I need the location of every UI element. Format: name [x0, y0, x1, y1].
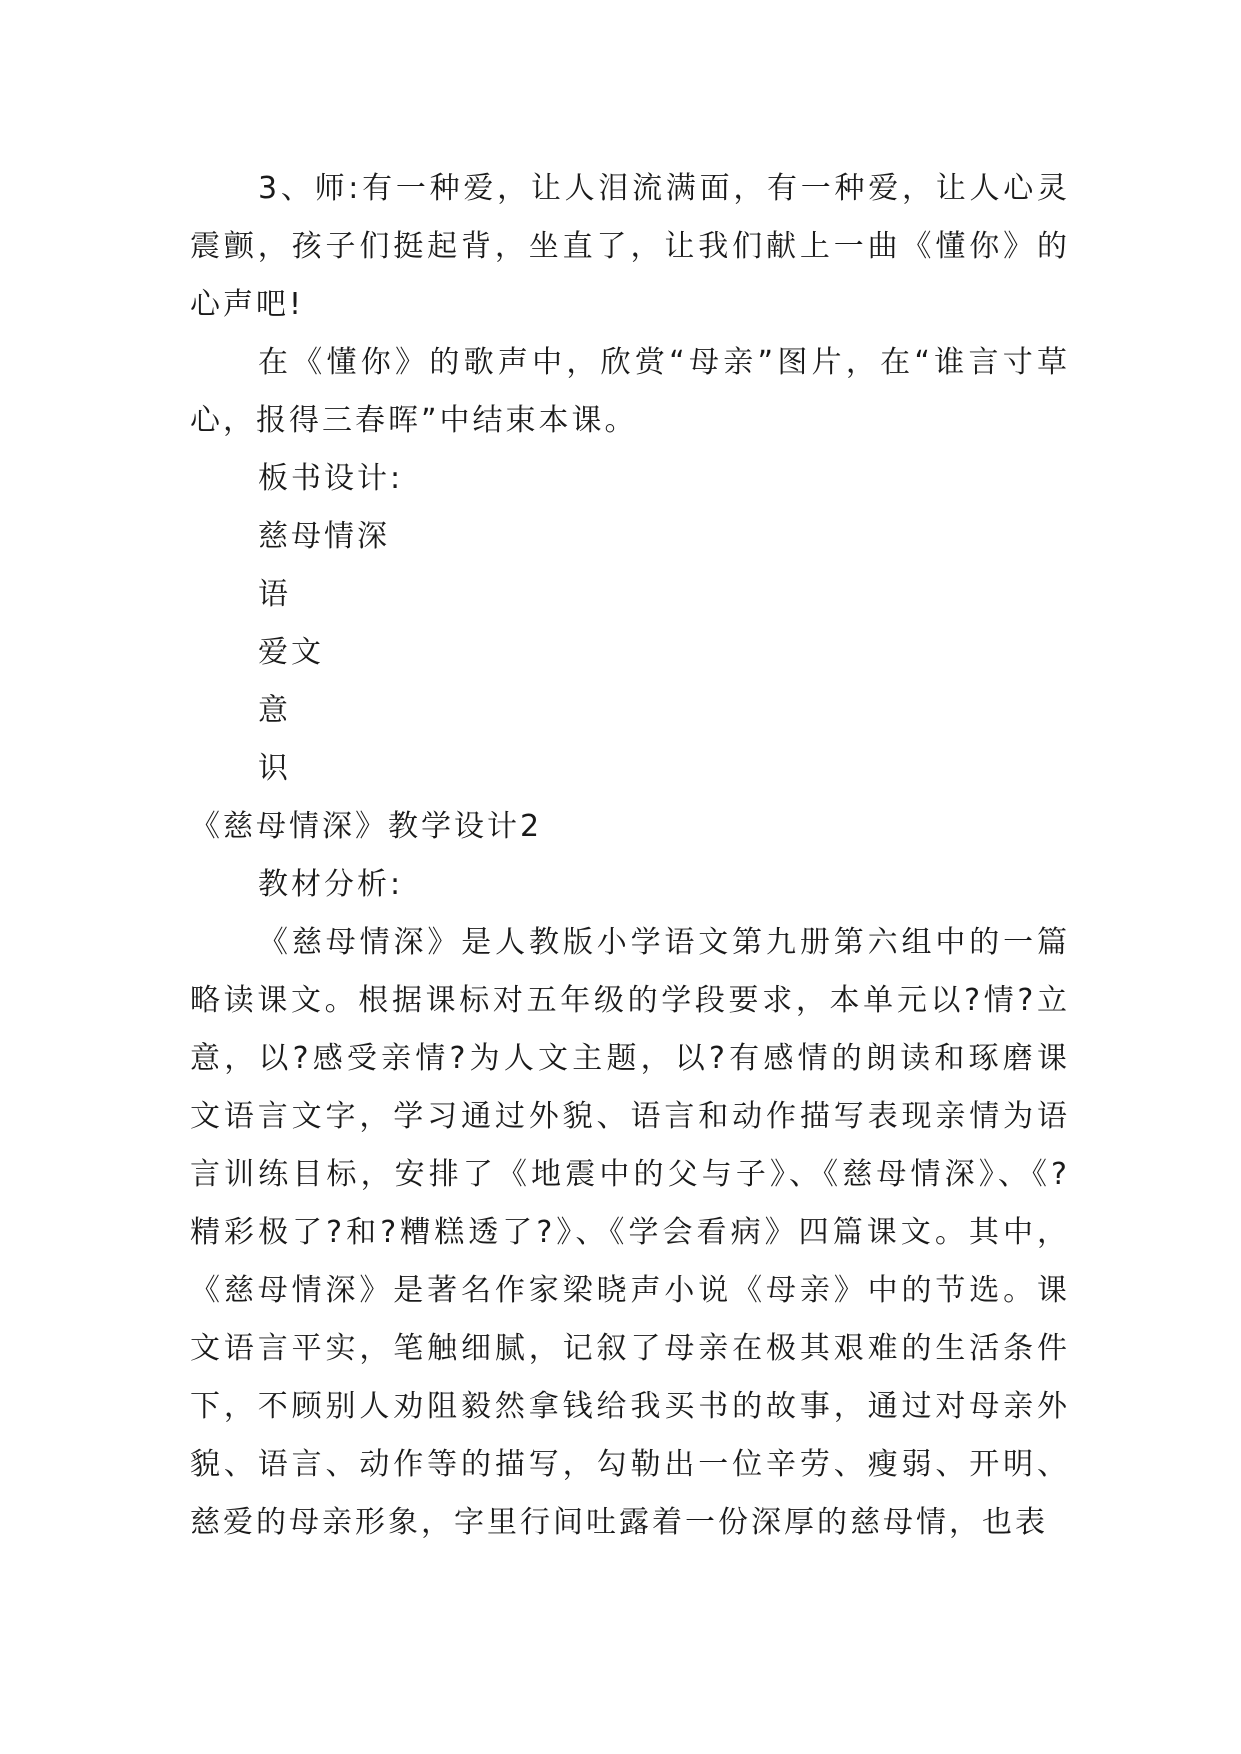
paragraph-song-ending: 在《懂你》的歌声中，欣赏“母亲”图片，在“谁言寸草心，报得三春晖”中结束本课。: [190, 345, 1070, 438]
board-design-label: 板书设计:: [258, 461, 404, 496]
paragraph-teacher-closing: 3、师:有一种爱，让人泪流满面，有一种爱，让人心灵震颤，孩子们挺起背，坐直了，让我们献上一曲《懂你》的心声吧!: [190, 171, 1070, 322]
board-line-aiwen: 爱文: [258, 635, 324, 670]
board-line-title: 慈母情深: [258, 519, 390, 554]
section-heading: 《慈母情深》教学设计2: [190, 809, 543, 844]
board-line-yu: 语: [258, 577, 291, 612]
textbook-analysis-label: 教材分析:: [258, 867, 404, 902]
board-line-shi: 识: [258, 751, 291, 786]
board-line-yi: 意: [258, 693, 291, 728]
document-body: [190, 160, 1070, 1552]
paragraph-textbook-analysis: 《慈母情深》是人教版小学语文第九册第六组中的一篇略读课文。根据课标对五年级的学段要求，本单元以?情?立意，以?感受亲情?为人文主题，以?有感情的朗读和琢磨课文语言文字，学习通过外貌、语言和动作描写表现亲情为语言训练目标，安排了《地震中的父与子》、《慈母情深》、《?精彩极了?和?糟糕透了?》、《学会看病》四篇课文。其中，《慈母情深》是著名作家梁晓声小说《母亲》中的节选。课文语言平实，笔触细腻，记叙了母亲在极其艰难的生活条件下，不顾别人劝阻毅然拿钱给我买书的故事，通过对母亲外貌、语言、动作等的描写，勾勒出一位辛劳、瘦弱、开明、慈爱的母亲形象，字里行间吐露着一份深厚的慈母情，也表: [190, 925, 1070, 1540]
